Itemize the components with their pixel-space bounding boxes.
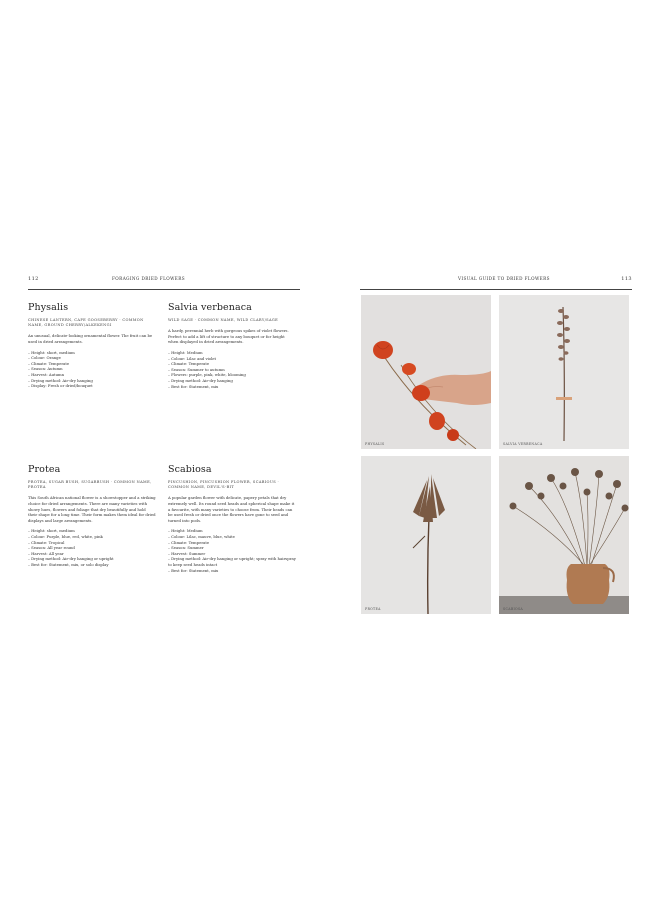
entry-names: PINCUSHION, PINCUSHION FLOWER, SCABIOUS · COMMON NAME, DEVIL'S-BIT: [168, 480, 280, 490]
fact-item: – Climate: Temperate: [168, 540, 296, 546]
entry-names: PROTEA, SUGAR BUSH, SUGARBUSH · COMMON NAME, PROTEA: [28, 480, 152, 490]
fact-item: – Climate: Temperate: [28, 361, 156, 367]
fact-item: – Drying method: Air-dry hanging or upright: [28, 556, 156, 562]
fact-item: – Climate: Tropical: [28, 540, 156, 546]
entry-facts: [28, 350, 156, 389]
fact-item: – Harvest: Autumn: [28, 372, 156, 378]
fact-item: – Colour: Orange: [28, 355, 156, 361]
entry-description: A popular garden flower with delicate, papery petals that dry extremely well. Its round seed heads and spherical shape make it a favourite, with many varieties to choose from. Their heads can be used fresh or dried once the flowers have gone to seed and turned into pods.: [168, 495, 295, 523]
fact-item: – Harvest: Summer: [168, 551, 296, 557]
protea-illustration: [361, 456, 491, 614]
fact-item: – Drying method: Air-dry hanging or upright; spray with hairspray to keep seed heads intact: [168, 556, 296, 567]
photo-scabiosa: [499, 456, 629, 614]
photo-caption: PHYSALIS: [365, 442, 385, 446]
right-page: [360, 272, 632, 622]
header-rule: [28, 289, 300, 290]
photo-caption: SALVIA VERBENACA: [503, 442, 543, 446]
entry-facts: [168, 350, 296, 389]
entry-description: A hardy, perennial herb with gorgeous spikes of violet flowers. Perfect to add a lift of structure to any bouquet or for height when displayed in dried arrangements.: [168, 328, 289, 345]
entry-facts: [168, 528, 296, 573]
running-head-left: [28, 272, 300, 284]
fact-item: – Drying method: Air-dry hanging: [168, 378, 296, 384]
fact-item: – Colour: Lilac and violet: [168, 356, 296, 362]
entry-facts: [28, 528, 156, 567]
entry-physalis: [28, 302, 156, 389]
fact-item: – Climate: Temperate: [168, 361, 296, 367]
fact-item: – Harvest: All year: [28, 551, 156, 557]
photo-caption: SCABIOSA: [503, 607, 524, 611]
fact-item: – Season: Autumn: [28, 366, 156, 372]
fact-item: – Height: short, medium: [28, 528, 156, 534]
entry-protea: [28, 464, 156, 568]
fact-item: – Season: Summer: [168, 545, 296, 551]
left-page: [28, 272, 300, 622]
entry-names: WILD SAGE · COMMON NAME, WILD CLARY/SAGE: [168, 318, 279, 322]
photo-physalis: [361, 295, 491, 449]
entry-description: An unusual, delicate-looking ornamental flower. The fruit can be used in dried arrangements.: [28, 333, 153, 344]
fact-item: – Colour: Lilac, mauve, blue, white: [168, 534, 296, 540]
running-head-title: VISUAL GUIDE TO DRIED FLOWERS: [458, 276, 550, 281]
fact-item: – Season: All year round: [28, 545, 156, 551]
salvia-illustration: [499, 295, 629, 449]
fact-item: – Best for: Statement, mix: [168, 568, 296, 574]
fact-item: – Best for: Statement, mix: [168, 384, 296, 390]
fact-item: – Season: Summer to autumn: [168, 367, 296, 373]
photo-salvia: [499, 295, 629, 449]
running-head-title: FORAGING DRIED FLOWERS: [112, 276, 186, 281]
entry-scabiosa: [168, 464, 296, 573]
fact-item: – Best for: Statement, mix, or solo display: [28, 562, 156, 568]
entry-title: Salvia verbenaca: [168, 302, 252, 313]
photo-caption: PROTEA: [365, 607, 381, 611]
physalis-illustration: [361, 295, 491, 449]
fact-item: – Height: short, medium: [28, 350, 156, 356]
running-head-right: [360, 272, 632, 284]
entry-title: Protea: [28, 464, 61, 475]
fact-item: – Drying method: Air-dry hanging: [28, 378, 156, 384]
entry-description: This South African national flower is a showstopper and a striking choice for dried arrangements. There are many varieties with showy hues, flowers and foliage that dry beautifully and hold their shape for a long time. Their form makes them ideal for dried displays and large arrangements.: [28, 495, 156, 523]
fact-item: – Colour: Purple, blue, red, white, pink: [28, 534, 156, 540]
page-number: 113: [621, 276, 632, 282]
page-number: 112: [28, 276, 39, 282]
fact-item: – Flowers: purple, pink, white, blooming: [168, 372, 296, 378]
entry-salvia: [168, 302, 296, 389]
fact-item: – Display: Fresh or dried/bouquet: [28, 383, 156, 389]
entry-title: Scabiosa: [168, 464, 212, 475]
entry-title: Physalis: [28, 302, 69, 313]
fact-item: – Height: Medium: [168, 528, 296, 534]
header-rule: [360, 289, 632, 290]
scabiosa-illustration: [499, 456, 629, 614]
fact-item: – Height: Medium: [168, 350, 296, 356]
photo-protea: [361, 456, 491, 614]
entry-names: CHINESE LANTERN, CAPE GOOSEBERRY · COMMON NAME, GROUND CHERRY/ALKEKENGI: [28, 318, 144, 328]
